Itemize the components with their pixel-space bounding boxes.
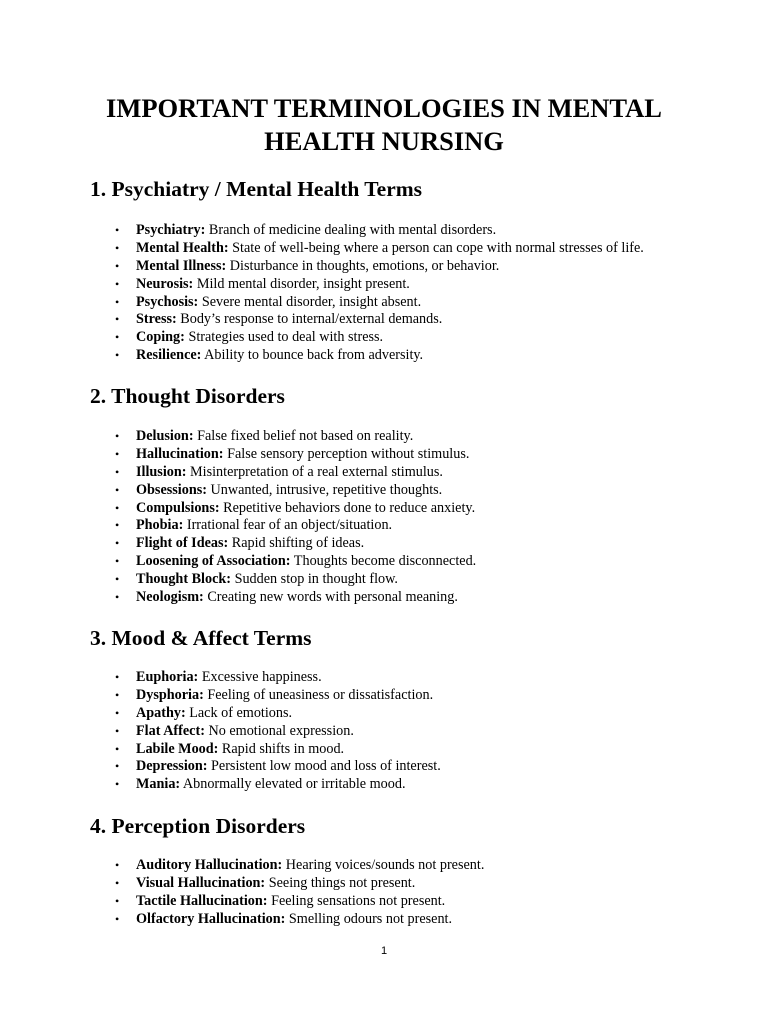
term-definition: Body’s response to internal/external demands. — [176, 311, 443, 328]
term-definition: Branch of medicine dealing with mental disorders. — [205, 222, 497, 238]
bullet-icon: • — [115, 500, 120, 515]
term-list-perception-disorders — [0, 857, 768, 929]
bullet-icon: • — [115, 240, 120, 255]
list-item — [0, 911, 768, 929]
term-definition: Abnormally elevated or irritable mood. — [180, 776, 406, 793]
section-heading-perception-disorders: 4. Perception Disorders — [90, 814, 306, 838]
list-item — [0, 464, 768, 482]
term-definition: Disturbance in thoughts, emotions, or behavior. — [226, 257, 500, 274]
bullet-icon: • — [115, 670, 120, 684]
list-item — [0, 482, 768, 500]
term-definition: Rapid shifts in mood. — [218, 740, 345, 757]
term-name: Thought Block: — [136, 571, 232, 588]
list-item — [0, 240, 768, 258]
term-name: Neologism: — [136, 589, 204, 606]
term-name: Illusion: — [136, 463, 187, 480]
term-name: Delusion: — [136, 428, 194, 444]
term-name: Flight of Ideas: — [136, 535, 229, 552]
term-definition: Feeling sensations not present. — [267, 892, 446, 909]
term-name: Olfactory Hallucination: — [136, 910, 286, 927]
term-name: Phobia: — [136, 517, 184, 534]
bullet-icon: • — [115, 429, 120, 443]
list-item — [0, 222, 768, 240]
term-name: Psychosis: — [136, 293, 199, 310]
term-name: Neurosis: — [136, 275, 194, 292]
term-name: Stress: — [136, 311, 177, 328]
term-definition: Misinterpretation of a real external stimulus. — [186, 463, 443, 480]
term-name: Flat Affect: — [136, 722, 205, 739]
term-name: Tactile Hallucination: — [136, 892, 268, 909]
term-list-thought-disorders — [0, 428, 768, 607]
document-title: IMPORTANT TERMINOLOGIES IN MENTAL HEALTH NURSING — [106, 93, 662, 156]
term-definition: Excessive happiness. — [198, 669, 322, 685]
term-definition: Unwanted, intrusive, repetitive thoughts. — [206, 481, 443, 498]
term-definition: Lack of emotions. — [185, 704, 293, 721]
bullet-icon: • — [115, 572, 120, 587]
list-item — [0, 347, 768, 365]
term-definition: Strategies used to deal with stress. — [184, 329, 384, 346]
bullet-icon: • — [115, 705, 120, 720]
bullet-icon: • — [115, 759, 120, 774]
list-item — [0, 857, 768, 875]
term-name: Mania: — [136, 776, 181, 793]
term-name: Euphoria: — [136, 669, 199, 685]
list-item — [0, 589, 768, 607]
list-item — [0, 535, 768, 553]
term-name: Labile Mood: — [136, 740, 219, 757]
term-name: Mental Illness: — [136, 257, 227, 274]
bullet-icon: • — [115, 223, 120, 237]
bullet-icon: • — [115, 911, 120, 926]
list-item — [0, 500, 768, 518]
term-definition: Mild mental disorder, insight present. — [193, 275, 410, 292]
list-item — [0, 571, 768, 589]
term-definition: Severe mental disorder, insight absent. — [198, 293, 422, 310]
bullet-icon: • — [115, 687, 120, 702]
bullet-icon: • — [115, 723, 120, 738]
term-definition: Thoughts become disconnected. — [290, 553, 477, 570]
list-item — [0, 276, 768, 294]
term-definition: Repetitive behaviors done to reduce anxiety. — [219, 499, 476, 516]
bullet-icon: • — [115, 590, 120, 605]
bullet-icon: • — [115, 446, 120, 461]
page-number: 1 — [380, 945, 388, 957]
bullet-icon: • — [115, 348, 120, 363]
list-item — [0, 893, 768, 911]
term-definition: Hearing voices/sounds not present. — [282, 857, 485, 873]
term-definition: Smelling odours not present. — [285, 910, 453, 927]
bullet-icon: • — [115, 312, 120, 327]
list-item — [0, 776, 768, 794]
term-definition: State of well-being where a person can cope with normal stresses of life. — [228, 239, 644, 256]
term-name: Depression: — [136, 758, 208, 775]
term-name: Obsessions: — [136, 481, 207, 498]
bullet-icon: • — [115, 482, 120, 497]
term-name: Resilience: — [136, 347, 202, 364]
term-name: Loosening of Association: — [136, 553, 291, 570]
term-name: Dysphoria: — [136, 686, 204, 703]
list-item — [0, 428, 768, 446]
term-name: Coping: — [136, 329, 185, 346]
term-definition: Rapid shifting of ideas. — [228, 535, 365, 552]
bullet-icon: • — [115, 554, 120, 569]
bullet-icon: • — [115, 294, 120, 309]
term-definition: Persistent low mood and loss of interest. — [207, 758, 441, 775]
list-item — [0, 553, 768, 571]
term-name: Mental Health: — [136, 239, 229, 256]
list-item — [0, 741, 768, 759]
term-definition: No emotional expression. — [204, 722, 354, 739]
term-name: Compulsions: — [136, 499, 220, 516]
bullet-icon: • — [115, 258, 120, 273]
term-definition: False sensory perception without stimulus. — [223, 445, 470, 462]
section-heading-mood-affect-terms: 3. Mood & Affect Terms — [90, 626, 312, 650]
term-definition: Ability to bounce back from adversity. — [201, 347, 424, 364]
bullet-icon: • — [115, 777, 120, 792]
list-item — [0, 258, 768, 276]
list-item — [0, 311, 768, 329]
list-item — [0, 687, 768, 705]
term-definition: Irrational fear of an object/situation. — [183, 517, 393, 534]
bullet-icon: • — [115, 741, 120, 756]
term-definition: Feeling of uneasiness or dissatisfaction. — [203, 686, 434, 703]
list-item — [0, 705, 768, 723]
bullet-icon: • — [115, 518, 120, 533]
bullet-icon: • — [115, 536, 120, 551]
term-name: Visual Hallucination: — [136, 874, 266, 891]
list-item — [0, 329, 768, 347]
bullet-icon: • — [115, 276, 120, 291]
term-definition: Sudden stop in thought flow. — [231, 571, 398, 588]
term-name: Psychiatry: — [136, 222, 206, 238]
section-heading-psychiatry-terms: 1. Psychiatry / Mental Health Terms — [90, 177, 423, 201]
list-item — [0, 723, 768, 741]
term-name: Auditory Hallucination: — [136, 857, 283, 873]
term-name: Apathy: — [136, 704, 186, 721]
term-definition: False fixed belief not based on reality. — [193, 428, 414, 444]
list-item — [0, 758, 768, 776]
bullet-icon: • — [115, 330, 120, 345]
section-heading-thought-disorders: 2. Thought Disorders — [90, 384, 285, 408]
bullet-icon: • — [115, 875, 120, 890]
list-item — [0, 875, 768, 893]
bullet-icon: • — [115, 893, 120, 908]
term-definition: Creating new words with personal meaning. — [203, 589, 458, 606]
list-item — [0, 669, 768, 687]
term-list-mood-affect-terms — [0, 669, 768, 794]
list-item — [0, 446, 768, 464]
bullet-icon: • — [115, 858, 120, 872]
term-name: Hallucination: — [136, 445, 224, 462]
list-item — [0, 517, 768, 535]
term-list-psychiatry-terms — [0, 222, 768, 365]
bullet-icon: • — [115, 464, 120, 479]
term-definition: Seeing things not present. — [265, 874, 416, 891]
list-item — [0, 294, 768, 312]
